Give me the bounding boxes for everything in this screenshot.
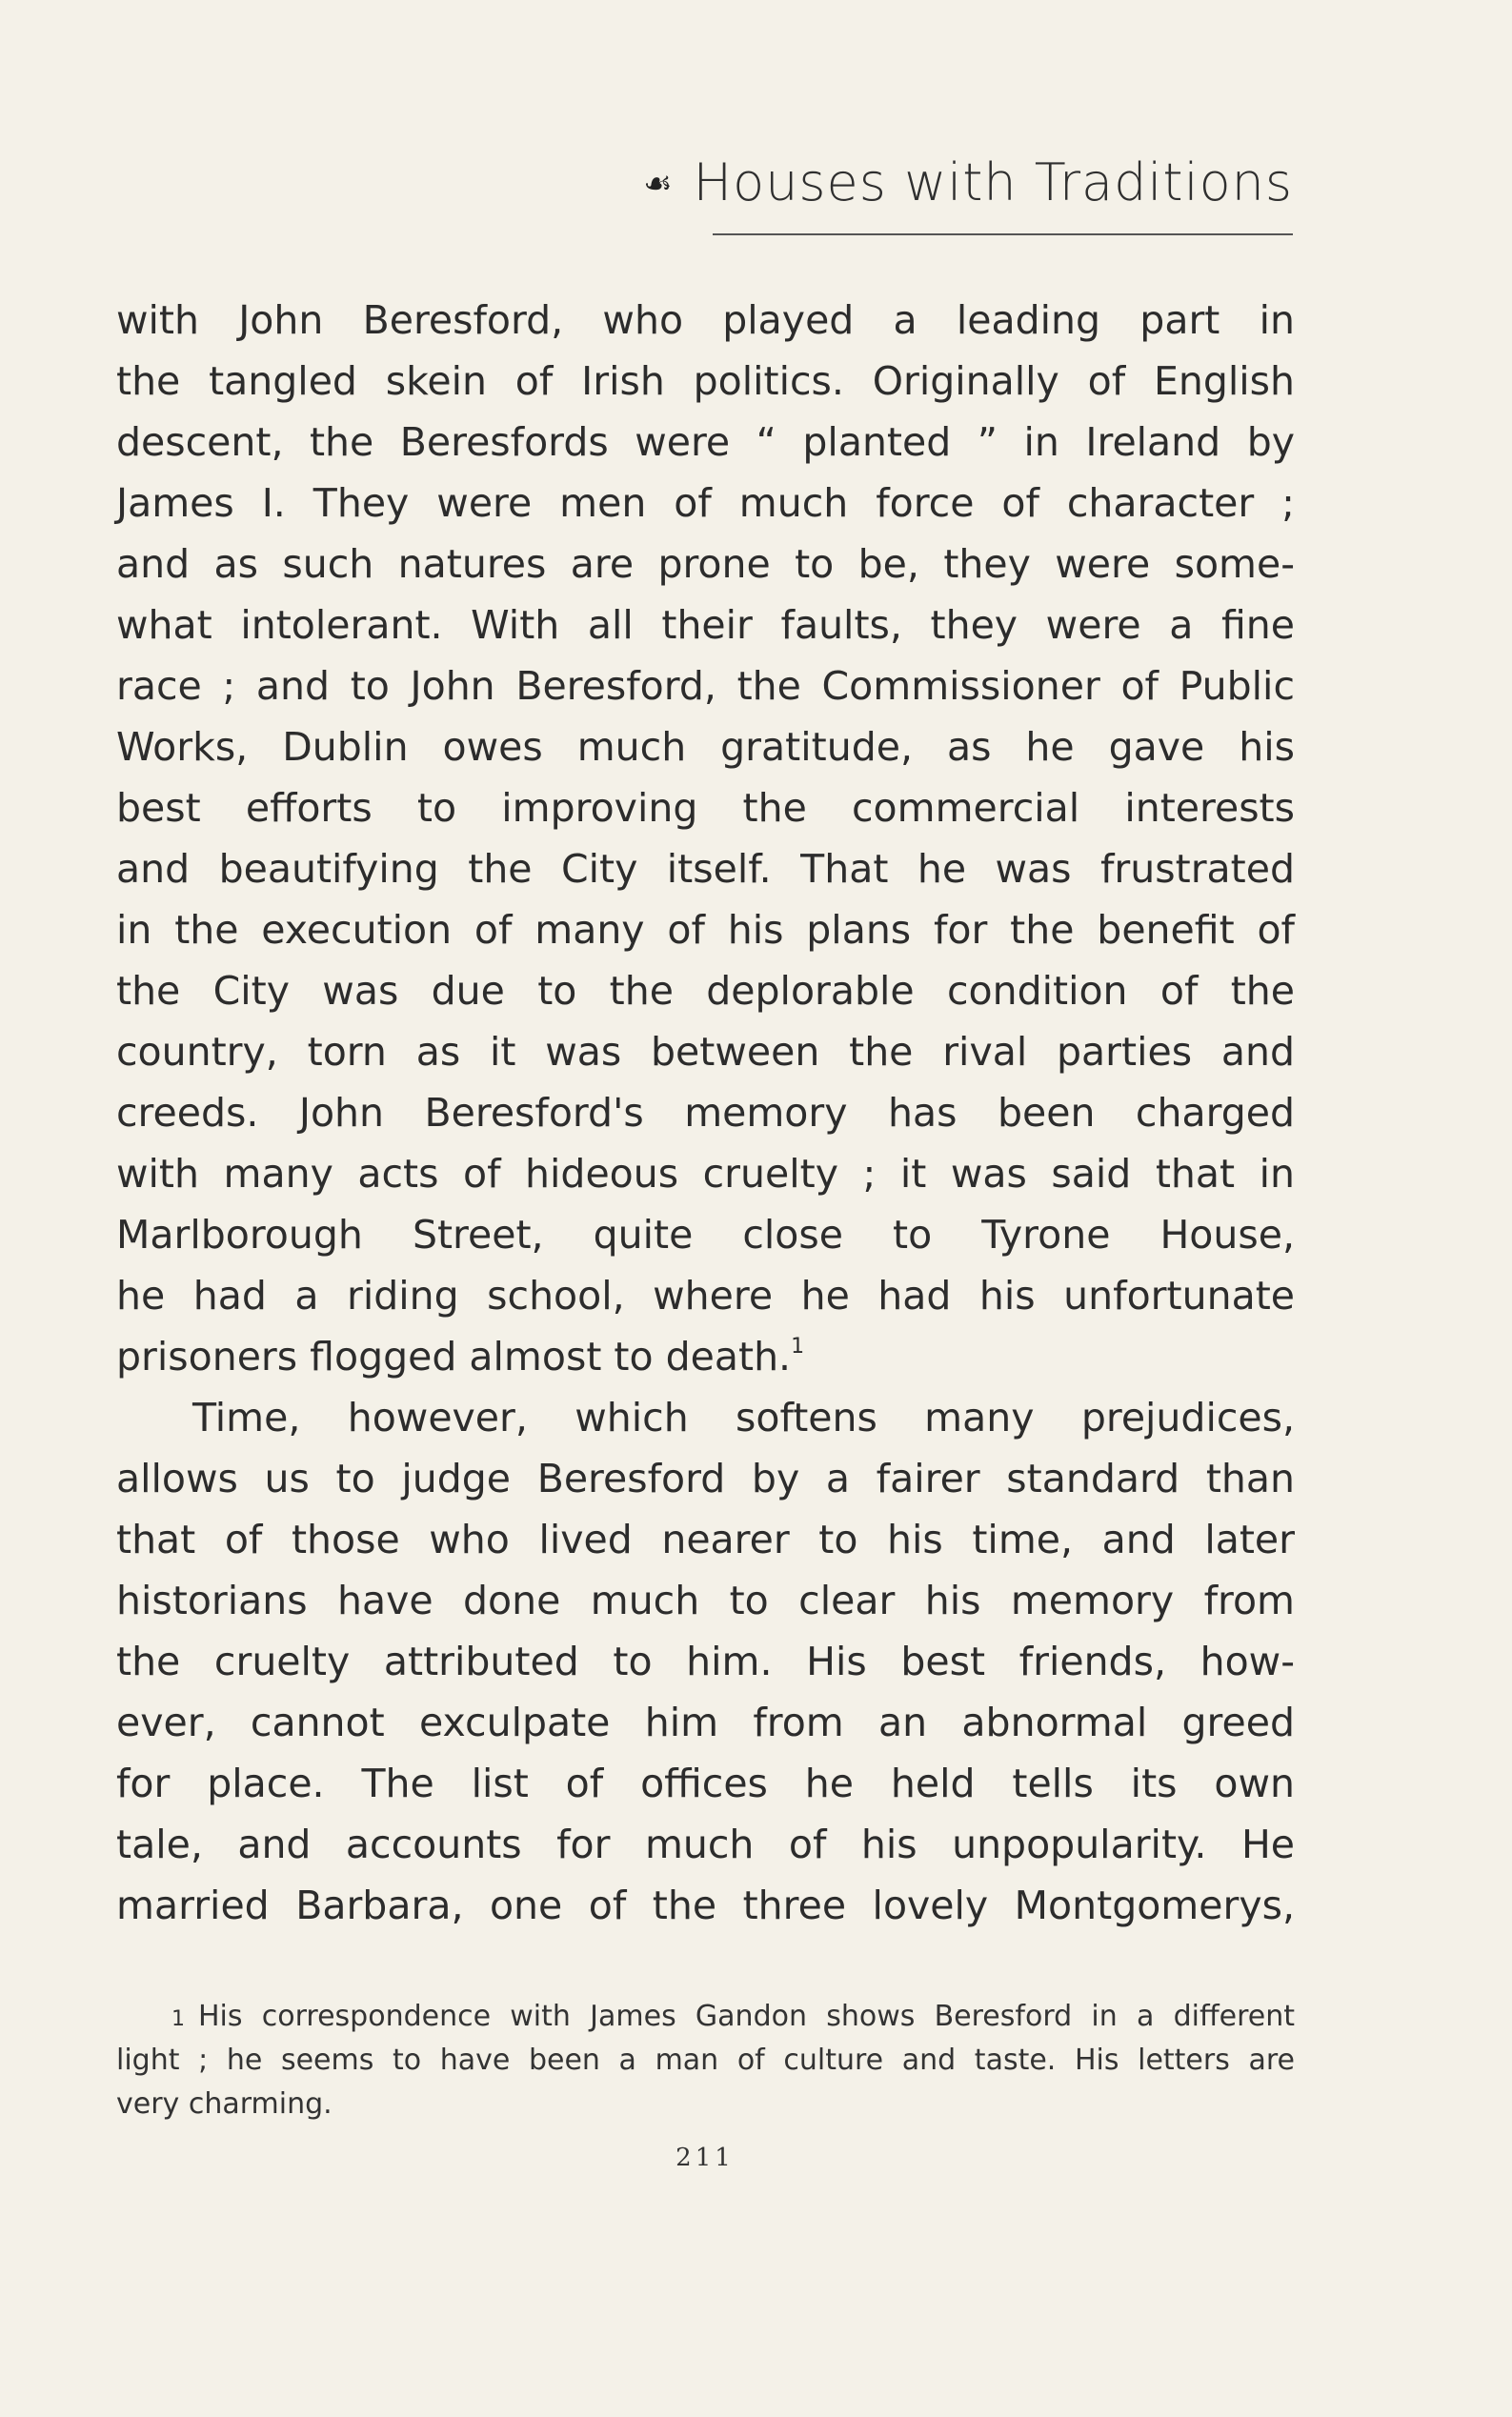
footnote-reference[interactable]: 1	[791, 1335, 805, 1359]
text-line: creeds. John Beresford's memory has been charged	[116, 1090, 1295, 1136]
footnote-line: very charming.	[116, 2087, 333, 2121]
text-line: Marlborough Street, quite close to Tyrone House,	[116, 1212, 1295, 1258]
text-line: what intolerant. With all their faults, they were a fine	[116, 602, 1295, 648]
text-line: allows us to judge Beresford by a fairer standard than	[116, 1456, 1295, 1501]
text-line: with many acts of hideous cruelty ; it was said that in	[116, 1151, 1295, 1197]
text-line: the cruelty attributed to him. His best friends, how-	[116, 1639, 1295, 1684]
footnote-line: light ; he seems to have been a man of culture and taste. His letters are	[116, 2044, 1295, 2077]
text-line: he had a riding school, where he had his unfortunate	[116, 1273, 1295, 1319]
header-rule	[713, 233, 1293, 235]
footnote	[116, 1995, 1295, 2126]
text-line: with John Beresford, who played a leading part in	[116, 297, 1295, 343]
text-line: Works, Dublin owes much gratitude, as he gave his	[116, 724, 1295, 770]
text-line: and beautifying the City itself. That he was frustrated	[116, 846, 1295, 892]
text-line: tale, and accounts for much of his unpopularity. He	[116, 1822, 1295, 1867]
text-line: James I. They were men of much force of character ;	[116, 480, 1295, 526]
text-line: race ; and to John Beresford, the Commissioner of Public	[116, 663, 1295, 709]
text-line: and as such natures are prone to be, they were some-	[116, 541, 1295, 587]
text-line: Time, however, which softens many prejudices,	[192, 1395, 1295, 1440]
text-line: the City was due to the deplorable condition of the	[116, 968, 1295, 1014]
footnote-mark: 1	[171, 2007, 185, 2031]
text-line: ever, cannot exculpate him from an abnormal greed	[116, 1700, 1295, 1745]
footnote-text: His correspondence with James Gandon shows Beresford in a different	[198, 2000, 1295, 2033]
text-line: descent, the Beresfords were “ planted ” in Ireland by	[116, 419, 1295, 465]
text-line: that of those who lived nearer to his time, and later	[116, 1517, 1295, 1562]
running-head	[610, 152, 1293, 212]
text-line: country, torn as it was between the rival parties and	[116, 1029, 1295, 1075]
text-line-content: prisoners flogged almost to death.	[116, 1334, 792, 1380]
running-head-title: Houses with Traditions	[693, 152, 1293, 212]
text-line: in the execution of many of his plans for the benefit of	[116, 907, 1295, 953]
text-line: best efforts to improving the commercial interests	[116, 785, 1295, 831]
text-line: the tangled skein of Irish politics. Originally of English	[116, 358, 1295, 404]
page-number: 211	[675, 2144, 735, 2172]
fleuron-icon: ☙	[643, 167, 673, 202]
text-line: married Barbara, one of the three lovely Montgomerys,	[116, 1883, 1295, 1928]
text-line: for place. The list of offices he held tells its own	[116, 1761, 1295, 1806]
body-text	[116, 290, 1295, 1936]
text-line-with-footnote	[116, 1326, 1295, 1387]
footnote-line	[116, 1995, 1295, 2039]
text-line: historians have done much to clear his memory from	[116, 1578, 1295, 1623]
